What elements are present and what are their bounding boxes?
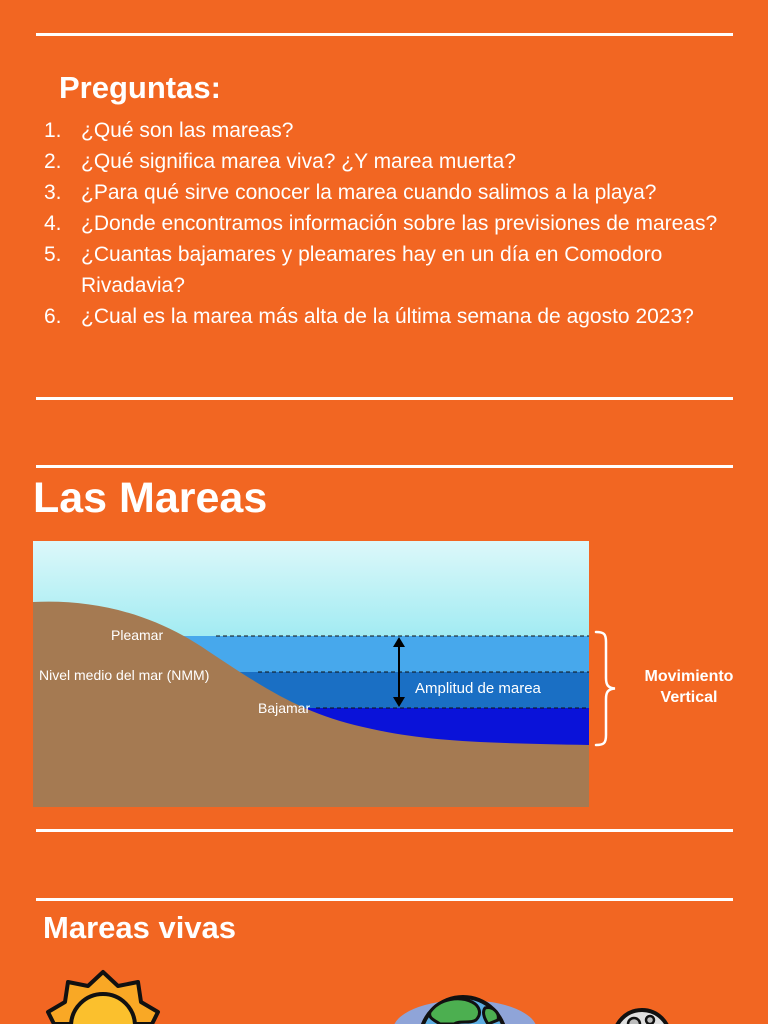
question-item	[38, 146, 728, 177]
high-tide-label: Pleamar	[111, 627, 164, 643]
vertical-movement-bracket	[594, 630, 618, 747]
tides-title: Las Mareas	[33, 474, 268, 522]
question-number: 6.	[44, 305, 62, 328]
sun-icon	[40, 968, 166, 1024]
question-item	[38, 301, 728, 332]
earth-icon	[390, 990, 540, 1024]
question-text: ¿Qué son las mareas?	[81, 119, 294, 142]
spring-tides-title: Mareas vivas	[43, 910, 237, 945]
vertical-movement-label	[630, 666, 748, 708]
mean-sea-level-label: Nivel medio del mar (NMM)	[39, 667, 210, 683]
question-item	[38, 115, 728, 146]
question-item	[38, 239, 728, 301]
question-item	[38, 177, 728, 208]
question-number: 3.	[44, 181, 62, 204]
spring-tides-top-divider	[36, 898, 733, 901]
tides-bottom-divider	[36, 829, 733, 832]
tides-top-divider	[36, 465, 733, 468]
top-divider	[36, 33, 733, 36]
vertical-movement-line2: Vertical	[660, 689, 718, 706]
question-number: 1.	[44, 119, 62, 142]
question-number: 4.	[44, 212, 62, 235]
tidal-range-label: Amplitud de marea	[415, 680, 541, 697]
question-text: ¿Donde encontramos información sobre las previsiones de mareas?	[81, 212, 718, 235]
question-text: ¿Cual es la marea más alta de la última semana de agosto 2023?	[81, 305, 694, 328]
question-number: 2.	[44, 150, 62, 173]
questions-list	[38, 115, 728, 332]
question-number: 5.	[44, 243, 62, 266]
question-text: ¿Para qué sirve conocer la marea cuando salimos a la playa?	[81, 181, 657, 204]
vertical-movement-line1: Movimiento	[644, 668, 734, 685]
question-text: ¿Qué significa marea viva? ¿Y marea muerta?	[81, 150, 516, 173]
low-tide-label: Bajamar	[258, 700, 311, 716]
tide-diagram	[33, 541, 589, 807]
question-text: ¿Cuantas bajamares y pleamares hay en un día en Comodoro Rivadavia?	[81, 243, 663, 297]
question-item	[38, 208, 728, 239]
questions-title: Preguntas:	[59, 70, 221, 105]
moon-icon	[610, 1004, 674, 1024]
questions-bottom-divider	[36, 397, 733, 400]
